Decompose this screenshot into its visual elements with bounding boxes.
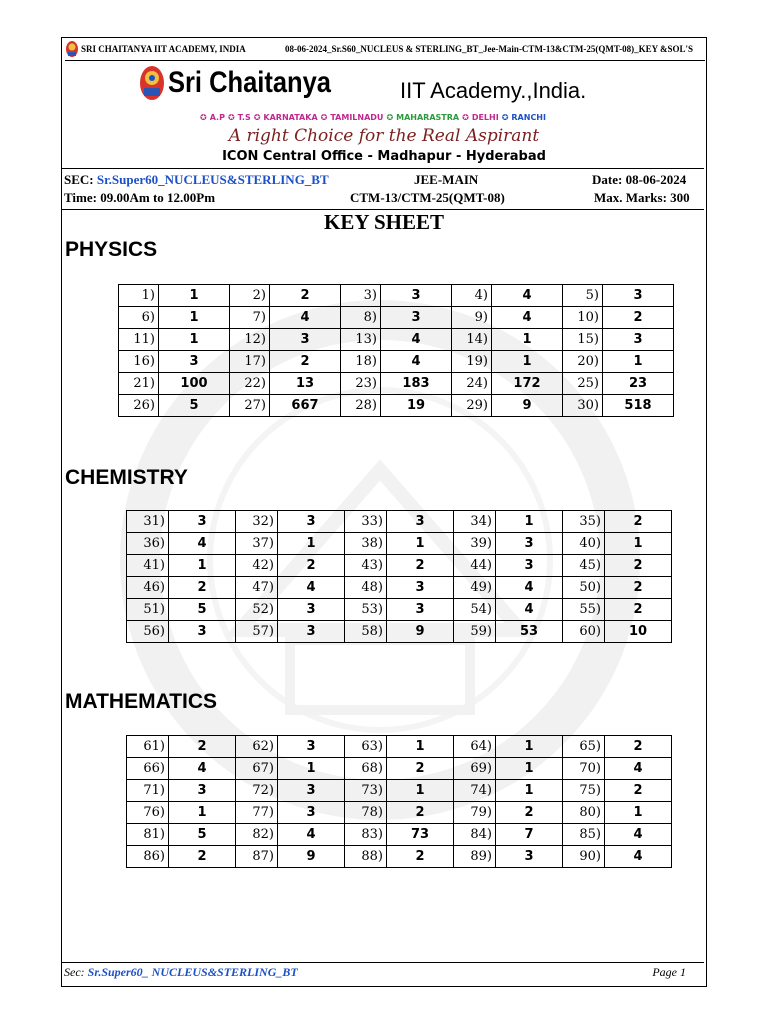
state-name: KARNATAKA bbox=[263, 113, 318, 122]
answer-value: 1 bbox=[387, 736, 454, 758]
question-number: 36) bbox=[127, 533, 169, 555]
question-number: 88) bbox=[345, 846, 387, 868]
question-number: 32) bbox=[236, 511, 278, 533]
question-number: 6) bbox=[119, 307, 159, 329]
question-number: 60) bbox=[563, 621, 605, 643]
question-number: 68) bbox=[345, 758, 387, 780]
tagline: A right Choice for the Real Aspirant bbox=[228, 126, 540, 146]
answer-value: 4 bbox=[381, 351, 452, 373]
question-number: 73) bbox=[345, 780, 387, 802]
table-row bbox=[119, 373, 674, 395]
answer-value: 4 bbox=[278, 577, 345, 599]
state-bullet-icon: ✪ bbox=[320, 113, 328, 122]
question-number: 24) bbox=[452, 373, 492, 395]
answer-value: 4 bbox=[169, 758, 236, 780]
state-name: MAHARASTRA bbox=[396, 113, 460, 122]
question-number: 18) bbox=[341, 351, 381, 373]
question-number: 37) bbox=[236, 533, 278, 555]
answer-value: 1 bbox=[492, 351, 563, 373]
answer-value: 19 bbox=[381, 395, 452, 417]
footer-section-label: Sec: bbox=[64, 965, 85, 979]
answer-value: 3 bbox=[169, 621, 236, 643]
answer-value: 1 bbox=[605, 533, 672, 555]
answer-value: 3 bbox=[278, 780, 345, 802]
answer-value: 3 bbox=[169, 511, 236, 533]
answer-value: 2 bbox=[605, 599, 672, 621]
answer-value: 1 bbox=[159, 329, 230, 351]
answer-value: 1 bbox=[278, 758, 345, 780]
question-number: 66) bbox=[127, 758, 169, 780]
table-row bbox=[119, 395, 674, 417]
answer-value: 4 bbox=[492, 285, 563, 307]
table-row bbox=[127, 533, 672, 555]
page-number: Page 1 bbox=[652, 965, 686, 979]
section-label: SEC: bbox=[64, 172, 94, 187]
question-number: 78) bbox=[345, 802, 387, 824]
answer-value: 4 bbox=[496, 599, 563, 621]
answer-value: 5 bbox=[169, 824, 236, 846]
question-number: 70) bbox=[563, 758, 605, 780]
table-row bbox=[127, 736, 672, 758]
question-number: 9) bbox=[452, 307, 492, 329]
answer-value: 3 bbox=[278, 621, 345, 643]
table-row bbox=[119, 307, 674, 329]
state-name: RANCHI bbox=[511, 113, 546, 122]
answer-value: 7 bbox=[496, 824, 563, 846]
question-number: 81) bbox=[127, 824, 169, 846]
answer-table-mathematics bbox=[126, 735, 672, 868]
answer-value: 1 bbox=[605, 802, 672, 824]
question-number: 55) bbox=[563, 599, 605, 621]
academy-logo-icon bbox=[65, 40, 79, 58]
question-number: 69) bbox=[454, 758, 496, 780]
question-number: 7) bbox=[230, 307, 270, 329]
answer-value: 1 bbox=[387, 533, 454, 555]
question-number: 79) bbox=[454, 802, 496, 824]
answer-value: 3 bbox=[278, 599, 345, 621]
answer-value: 2 bbox=[387, 802, 454, 824]
answer-value: 1 bbox=[492, 329, 563, 351]
question-number: 28) bbox=[341, 395, 381, 417]
question-number: 71) bbox=[127, 780, 169, 802]
answer-value: 1 bbox=[496, 758, 563, 780]
question-number: 41) bbox=[127, 555, 169, 577]
question-number: 16) bbox=[119, 351, 159, 373]
answer-value: 3 bbox=[381, 307, 452, 329]
answer-value: 3 bbox=[278, 736, 345, 758]
sri-chaitanya-logo-icon bbox=[138, 64, 166, 102]
question-number: 89) bbox=[454, 846, 496, 868]
answer-value: 2 bbox=[169, 736, 236, 758]
question-number: 63) bbox=[345, 736, 387, 758]
question-number: 49) bbox=[454, 577, 496, 599]
question-number: 22) bbox=[230, 373, 270, 395]
question-number: 19) bbox=[452, 351, 492, 373]
question-number: 56) bbox=[127, 621, 169, 643]
brand-name: Sri Chaitanya bbox=[168, 66, 331, 99]
question-number: 74) bbox=[454, 780, 496, 802]
question-number: 8) bbox=[341, 307, 381, 329]
state-list bbox=[200, 113, 549, 122]
answer-table-chemistry bbox=[126, 510, 672, 643]
table-row bbox=[127, 621, 672, 643]
table-row bbox=[127, 802, 672, 824]
state-bullet-icon: ✪ bbox=[200, 113, 207, 122]
answer-value: 3 bbox=[387, 577, 454, 599]
question-number: 75) bbox=[563, 780, 605, 802]
answer-value: 10 bbox=[605, 621, 672, 643]
answer-value: 4 bbox=[381, 329, 452, 351]
question-number: 83) bbox=[345, 824, 387, 846]
answer-value: 4 bbox=[496, 577, 563, 599]
answer-value: 2 bbox=[496, 802, 563, 824]
table-row bbox=[127, 758, 672, 780]
document-file-title: 08-06-2024_Sr.S60_NUCLEUS & STERLING_BT_Jee-Main-CTM-13&CTM-25(QMT-08)_KEY &SOL'S bbox=[285, 44, 694, 54]
exam-info-block bbox=[62, 168, 704, 210]
question-number: 2) bbox=[230, 285, 270, 307]
question-number: 23) bbox=[341, 373, 381, 395]
question-number: 47) bbox=[236, 577, 278, 599]
question-number: 40) bbox=[563, 533, 605, 555]
answer-value: 73 bbox=[387, 824, 454, 846]
answer-value: 3 bbox=[278, 802, 345, 824]
question-number: 72) bbox=[236, 780, 278, 802]
answer-value: 2 bbox=[169, 577, 236, 599]
answer-value: 2 bbox=[605, 511, 672, 533]
page-footer bbox=[62, 962, 704, 979]
answer-value: 5 bbox=[159, 395, 230, 417]
question-number: 44) bbox=[454, 555, 496, 577]
section-value: Sr.Super60_NUCLEUS&STERLING_BT bbox=[96, 172, 329, 187]
footer-section-value: Sr.Super60_ NUCLEUS&STERLING_BT bbox=[87, 965, 298, 979]
question-number: 10) bbox=[563, 307, 603, 329]
answer-value: 3 bbox=[159, 351, 230, 373]
exam-date: Date: 08-06-2024 bbox=[592, 172, 687, 187]
answer-value: 9 bbox=[387, 621, 454, 643]
question-number: 39) bbox=[454, 533, 496, 555]
answer-value: 3 bbox=[603, 285, 674, 307]
answer-value: 2 bbox=[278, 555, 345, 577]
answer-value: 1 bbox=[159, 285, 230, 307]
table-row bbox=[119, 329, 674, 351]
exam-time: Time: 09.00Am to 12.00Pm bbox=[64, 190, 216, 205]
section-info bbox=[64, 172, 329, 188]
question-number: 33) bbox=[345, 511, 387, 533]
answer-value: 100 bbox=[159, 373, 230, 395]
question-number: 5) bbox=[563, 285, 603, 307]
question-number: 62) bbox=[236, 736, 278, 758]
answer-value: 4 bbox=[492, 307, 563, 329]
state-bullet-icon: ✪ bbox=[227, 113, 235, 122]
question-number: 86) bbox=[127, 846, 169, 868]
question-number: 38) bbox=[345, 533, 387, 555]
footer-section bbox=[64, 965, 298, 980]
central-office-line: ICON Central Office - Madhapur - Hyderabad bbox=[222, 149, 546, 164]
state-name: DELHI bbox=[471, 113, 499, 122]
answer-value: 53 bbox=[496, 621, 563, 643]
state-bullet-icon: ✪ bbox=[386, 113, 394, 122]
answer-value: 1 bbox=[387, 780, 454, 802]
question-number: 51) bbox=[127, 599, 169, 621]
answer-value: 172 bbox=[492, 373, 563, 395]
answer-value: 1 bbox=[169, 802, 236, 824]
document-top-bar bbox=[65, 38, 705, 61]
state-bullet-icon: ✪ bbox=[253, 113, 261, 122]
answer-value: 1 bbox=[603, 351, 674, 373]
state-bullet-icon: ✪ bbox=[501, 113, 509, 122]
academy-short-name: SRI CHAITANYA IIT ACADEMY, INDIA bbox=[81, 44, 246, 54]
question-number: 34) bbox=[454, 511, 496, 533]
answer-value: 3 bbox=[387, 511, 454, 533]
question-number: 25) bbox=[563, 373, 603, 395]
question-number: 84) bbox=[454, 824, 496, 846]
answer-value: 2 bbox=[605, 577, 672, 599]
brand-suffix: IIT Academy.,India. bbox=[400, 78, 587, 103]
table-row bbox=[127, 577, 672, 599]
question-number: 46) bbox=[127, 577, 169, 599]
table-row bbox=[127, 599, 672, 621]
answer-value: 2 bbox=[605, 736, 672, 758]
question-number: 27) bbox=[230, 395, 270, 417]
answer-value: 2 bbox=[387, 846, 454, 868]
question-number: 48) bbox=[345, 577, 387, 599]
answer-value: 4 bbox=[278, 824, 345, 846]
answer-value: 2 bbox=[603, 307, 674, 329]
question-number: 45) bbox=[563, 555, 605, 577]
question-number: 53) bbox=[345, 599, 387, 621]
answer-value: 183 bbox=[381, 373, 452, 395]
table-row bbox=[119, 351, 674, 373]
table-row bbox=[127, 780, 672, 802]
question-number: 35) bbox=[563, 511, 605, 533]
answer-value: 1 bbox=[169, 555, 236, 577]
answer-value: 2 bbox=[605, 555, 672, 577]
answer-value: 4 bbox=[605, 824, 672, 846]
answer-value: 2 bbox=[605, 780, 672, 802]
question-number: 29) bbox=[452, 395, 492, 417]
question-number: 42) bbox=[236, 555, 278, 577]
answer-value: 3 bbox=[169, 780, 236, 802]
question-number: 80) bbox=[563, 802, 605, 824]
question-number: 11) bbox=[119, 329, 159, 351]
answer-value: 1 bbox=[496, 736, 563, 758]
table-row bbox=[127, 511, 672, 533]
table-row bbox=[127, 555, 672, 577]
answer-value: 4 bbox=[169, 533, 236, 555]
state-bullet-icon: ✪ bbox=[462, 113, 469, 122]
answer-value: 4 bbox=[270, 307, 341, 329]
question-number: 4) bbox=[452, 285, 492, 307]
subject-heading-chemistry: CHEMISTRY bbox=[65, 466, 188, 489]
answer-value: 2 bbox=[387, 758, 454, 780]
table-row bbox=[119, 285, 674, 307]
question-number: 13) bbox=[341, 329, 381, 351]
question-number: 21) bbox=[119, 373, 159, 395]
question-number: 26) bbox=[119, 395, 159, 417]
answer-value: 3 bbox=[270, 329, 341, 351]
answer-value: 3 bbox=[387, 599, 454, 621]
question-number: 59) bbox=[454, 621, 496, 643]
question-number: 15) bbox=[563, 329, 603, 351]
answer-value: 13 bbox=[270, 373, 341, 395]
answer-value: 3 bbox=[278, 511, 345, 533]
question-number: 52) bbox=[236, 599, 278, 621]
question-number: 17) bbox=[230, 351, 270, 373]
subject-heading-mathematics: MATHEMATICS bbox=[65, 690, 218, 713]
answer-value: 2 bbox=[270, 285, 341, 307]
answer-value: 2 bbox=[169, 846, 236, 868]
table-row bbox=[127, 824, 672, 846]
question-number: 31) bbox=[127, 511, 169, 533]
question-number: 82) bbox=[236, 824, 278, 846]
answer-value: 4 bbox=[605, 846, 672, 868]
answer-value: 3 bbox=[603, 329, 674, 351]
question-number: 58) bbox=[345, 621, 387, 643]
question-number: 20) bbox=[563, 351, 603, 373]
state-name: TAMILNADU bbox=[330, 113, 384, 122]
state-name: T.S bbox=[237, 113, 251, 122]
question-number: 77) bbox=[236, 802, 278, 824]
question-number: 1) bbox=[119, 285, 159, 307]
answer-value: 3 bbox=[496, 533, 563, 555]
answer-value: 1 bbox=[496, 780, 563, 802]
question-number: 54) bbox=[454, 599, 496, 621]
answer-value: 3 bbox=[496, 846, 563, 868]
question-number: 61) bbox=[127, 736, 169, 758]
answer-value: 9 bbox=[278, 846, 345, 868]
question-number: 64) bbox=[454, 736, 496, 758]
answer-value: 5 bbox=[169, 599, 236, 621]
question-number: 3) bbox=[341, 285, 381, 307]
answer-value: 9 bbox=[492, 395, 563, 417]
max-marks: Max. Marks: 300 bbox=[594, 190, 690, 205]
question-number: 30) bbox=[563, 395, 603, 417]
answer-value: 2 bbox=[387, 555, 454, 577]
key-sheet-title: KEY SHEET bbox=[323, 210, 444, 234]
question-number: 65) bbox=[563, 736, 605, 758]
answer-value: 23 bbox=[603, 373, 674, 395]
question-number: 57) bbox=[236, 621, 278, 643]
question-number: 12) bbox=[230, 329, 270, 351]
answer-value: 4 bbox=[605, 758, 672, 780]
state-name: A.P bbox=[209, 113, 225, 122]
question-number: 76) bbox=[127, 802, 169, 824]
answer-value: 1 bbox=[159, 307, 230, 329]
answer-value: 1 bbox=[278, 533, 345, 555]
question-number: 50) bbox=[563, 577, 605, 599]
subject-heading-physics: PHYSICS bbox=[65, 238, 158, 261]
answer-value: 3 bbox=[496, 555, 563, 577]
question-number: 43) bbox=[345, 555, 387, 577]
answer-value: 667 bbox=[270, 395, 341, 417]
test-code: CTM-13/CTM-25(QMT-08) bbox=[350, 190, 505, 205]
question-number: 14) bbox=[452, 329, 492, 351]
question-number: 85) bbox=[563, 824, 605, 846]
exam-name: JEE-MAIN bbox=[414, 172, 479, 187]
answer-value: 3 bbox=[381, 285, 452, 307]
answer-table-physics bbox=[118, 284, 674, 417]
question-number: 90) bbox=[563, 846, 605, 868]
answer-value: 2 bbox=[270, 351, 341, 373]
answer-value: 518 bbox=[603, 395, 674, 417]
question-number: 87) bbox=[236, 846, 278, 868]
answer-value: 1 bbox=[496, 511, 563, 533]
table-row bbox=[127, 846, 672, 868]
question-number: 67) bbox=[236, 758, 278, 780]
